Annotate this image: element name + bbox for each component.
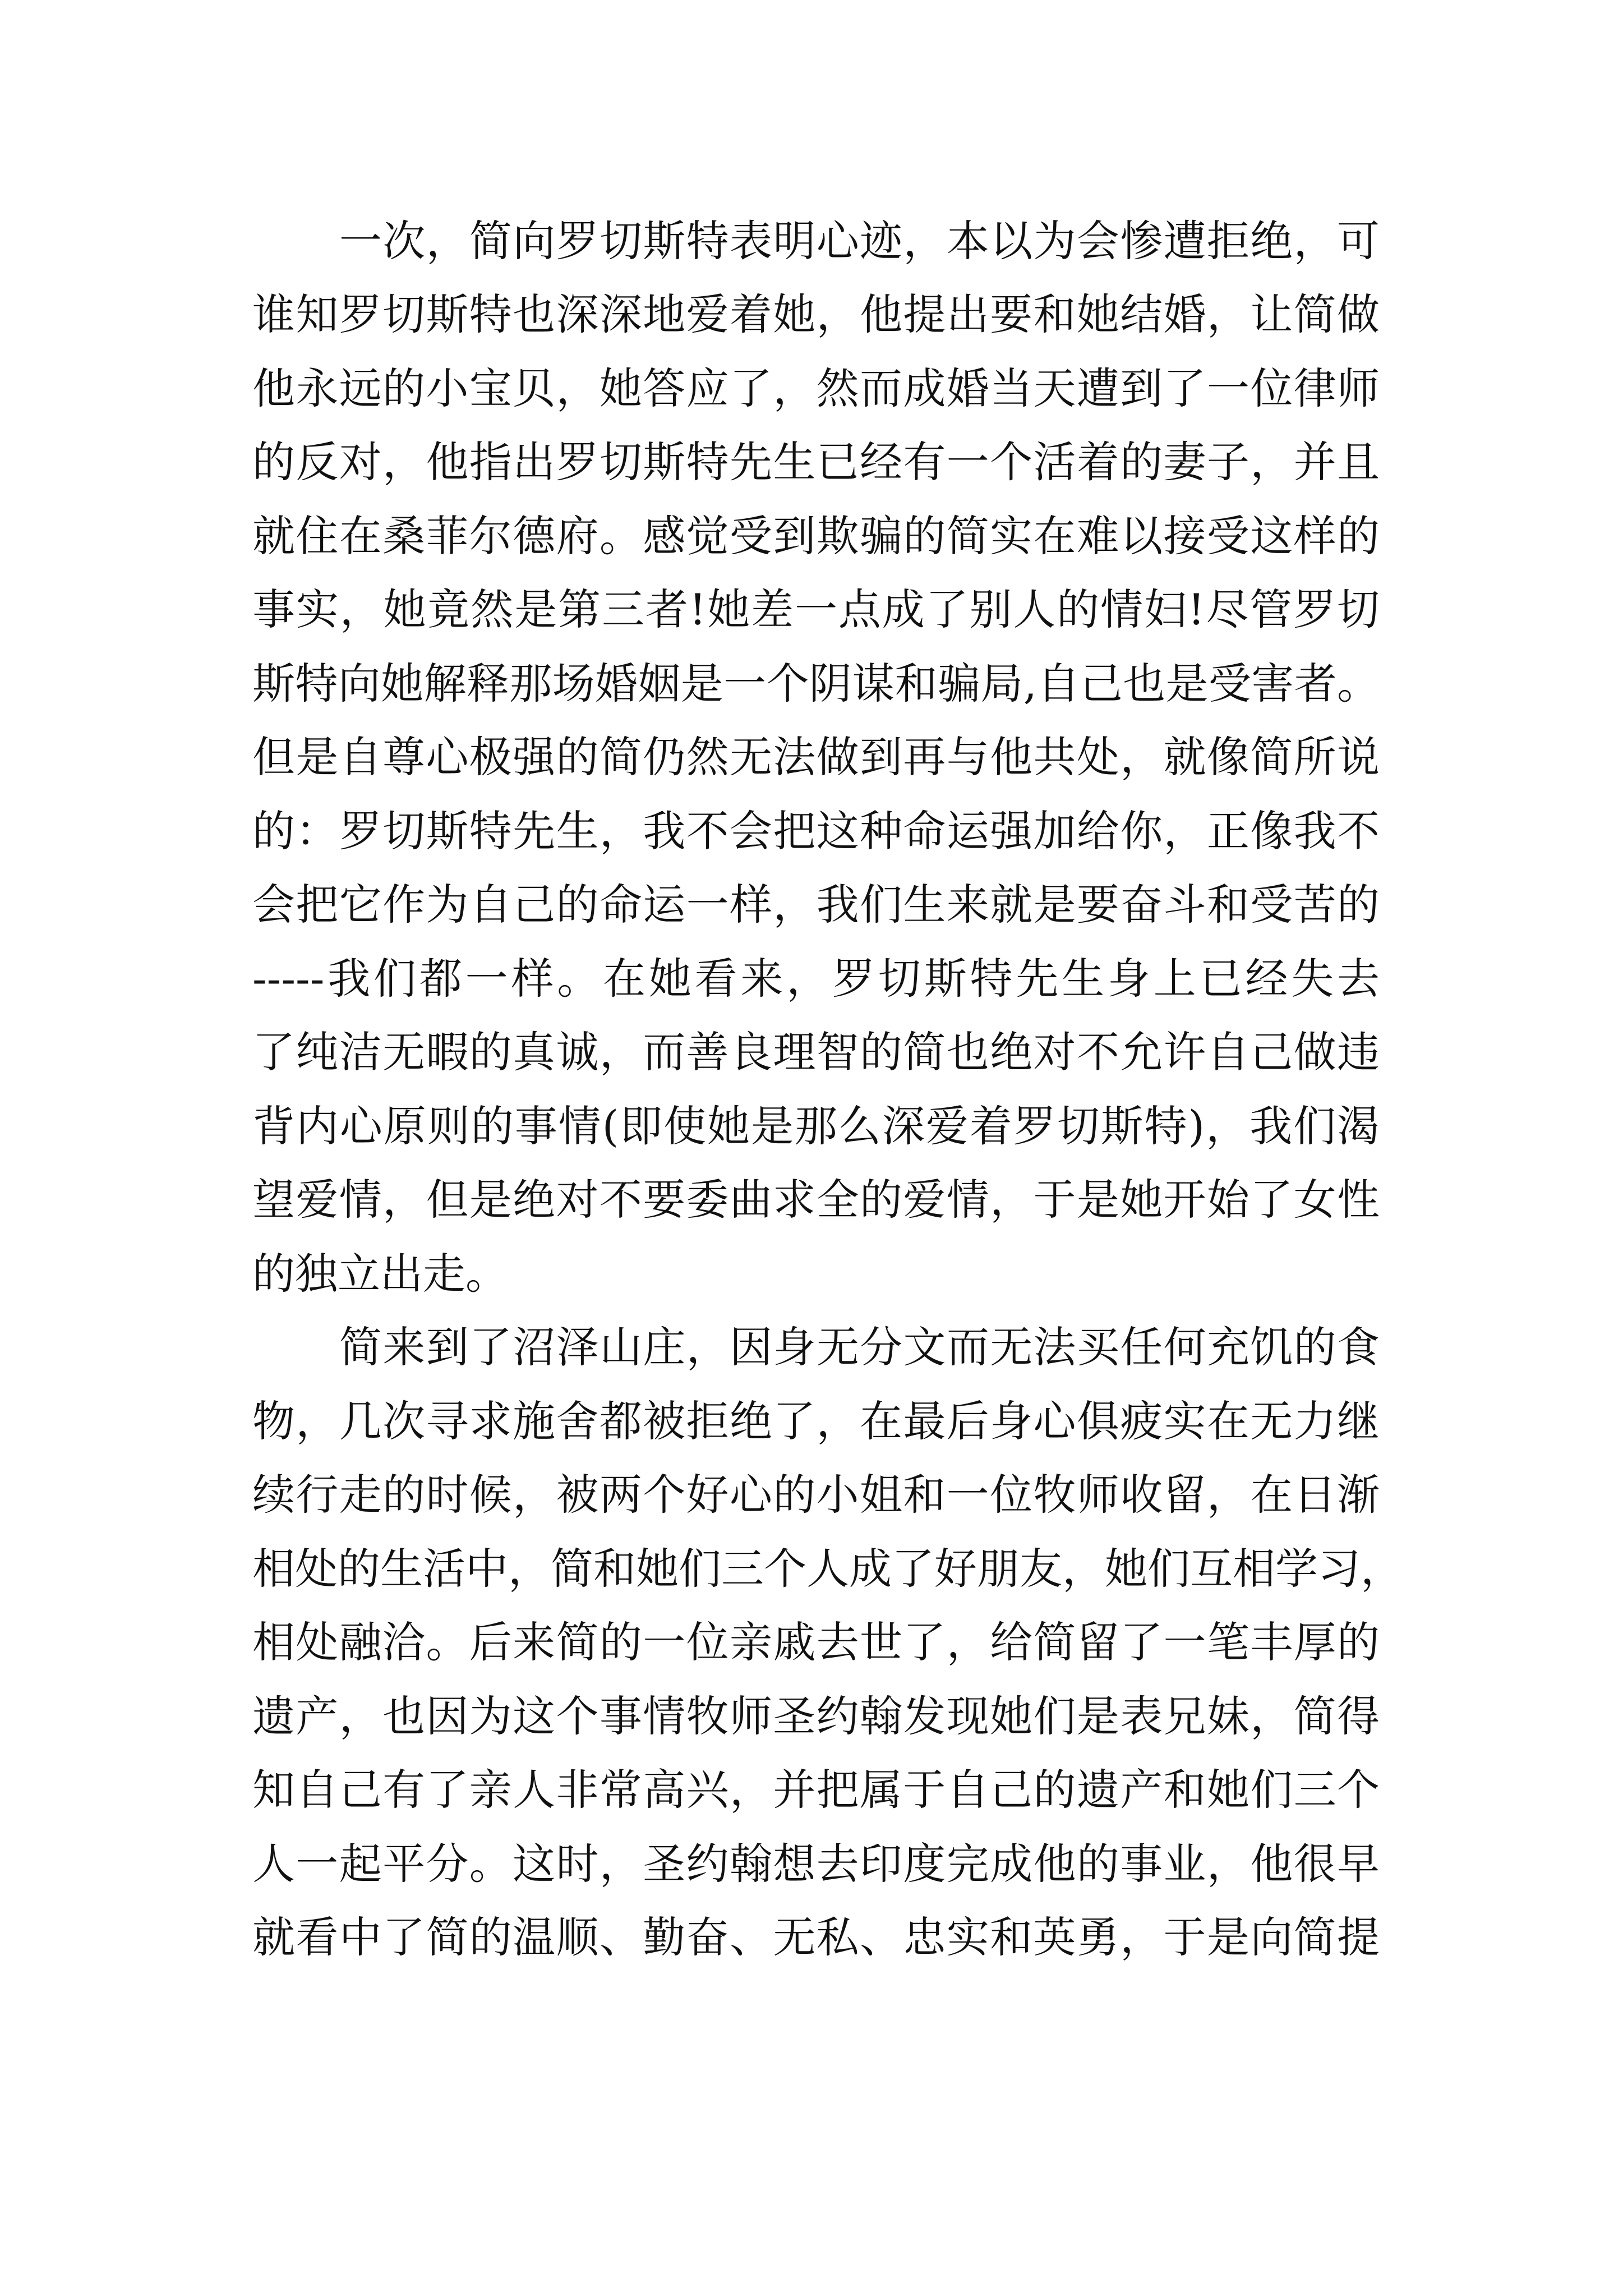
paragraph-1-line-10: 会把它作为自己的命运一样，我们生来就是要奋斗和受苦的 [252, 880, 1380, 930]
paragraph-2-line-8: 人一起平分。这时，圣约翰想去印度完成他的事业，他很早 [252, 1839, 1380, 1889]
paragraph-1-line-12: 了纯洁无暇的真诚，而善良理智的简也绝对不允许自己做违 [252, 1027, 1380, 1077]
paragraph-2-line-2: 物，几次寻求施舍都被拒绝了，在最后身心俱疲实在无力继 [252, 1396, 1380, 1446]
paragraph-1-line-3: 他永远的小宝贝，她答应了，然而成婚当天遭到了一位律师 [252, 364, 1380, 413]
paragraph-1-line-1: 一次，简向罗切斯特表明心迹，本以为会惨遭拒绝，可 [339, 216, 1380, 266]
paragraph-1-line-13: 背内心原则的事情(即使她是那么深爱着罗切斯特)，我们渴 [252, 1101, 1380, 1151]
paragraph-1-line-6: 事实，她竟然是第三者!她差一点成了别人的情妇!尽管罗切 [252, 585, 1380, 634]
paragraph-1-line-11: -----我们都一样。在她看来，罗切斯特先生身上已经失去 [252, 954, 1380, 1004]
paragraph-1-line-14: 望爱情，但是绝对不要委曲求全的爱情，于是她开始了女性 [252, 1175, 1380, 1225]
paragraph-1-line-8: 但是自尊心极强的简仍然无法做到再与他共处，就像简所说 [252, 732, 1380, 782]
paragraph-2-line-9: 就看中了简的温顺、勤奋、无私、忠实和英勇，于是向简提 [252, 1912, 1380, 1962]
paragraph-1-line-2: 谁知罗切斯特也深深地爱着她，他提出要和她结婚，让简做 [252, 289, 1380, 339]
paragraph-2-line-6: 遗产，也因为这个事情牧师圣约翰发现她们是表兄妹，简得 [252, 1691, 1380, 1741]
paragraph-1-line-7: 斯特向她解释那场婚姻是一个阴谋和骗局,自己也是受害者。 [252, 659, 1380, 708]
paragraph-1-line-9: 的：罗切斯特先生，我不会把这种命运强加给你，正像我不 [252, 806, 1380, 856]
paragraph-2-line-7: 知自己有了亲人非常高兴，并把属于自己的遗产和她们三个 [252, 1765, 1380, 1815]
paragraph-2-line-4: 相处的生活中，简和她们三个人成了好朋友，她们互相学习， [252, 1544, 1403, 1594]
paragraph-1-line-15: 的独立出走。 [252, 1249, 508, 1299]
paragraph-2-line-3: 续行走的时候，被两个好心的小姐和一位牧师收留，在日渐 [252, 1470, 1380, 1520]
paragraph-1-line-5: 就住在桑菲尔德府。感觉受到欺骗的简实在难以接受这样的 [252, 511, 1380, 561]
paragraph-1-line-4: 的反对，他指出罗切斯特先生已经有一个活着的妻子，并且 [252, 437, 1380, 487]
paragraph-2-line-5: 相处融洽。后来简的一位亲戚去世了，给简留了一笔丰厚的 [252, 1617, 1380, 1667]
paragraph-2-line-1: 简来到了沼泽山庄，因身无分文而无法买任何充饥的食 [339, 1322, 1380, 1372]
